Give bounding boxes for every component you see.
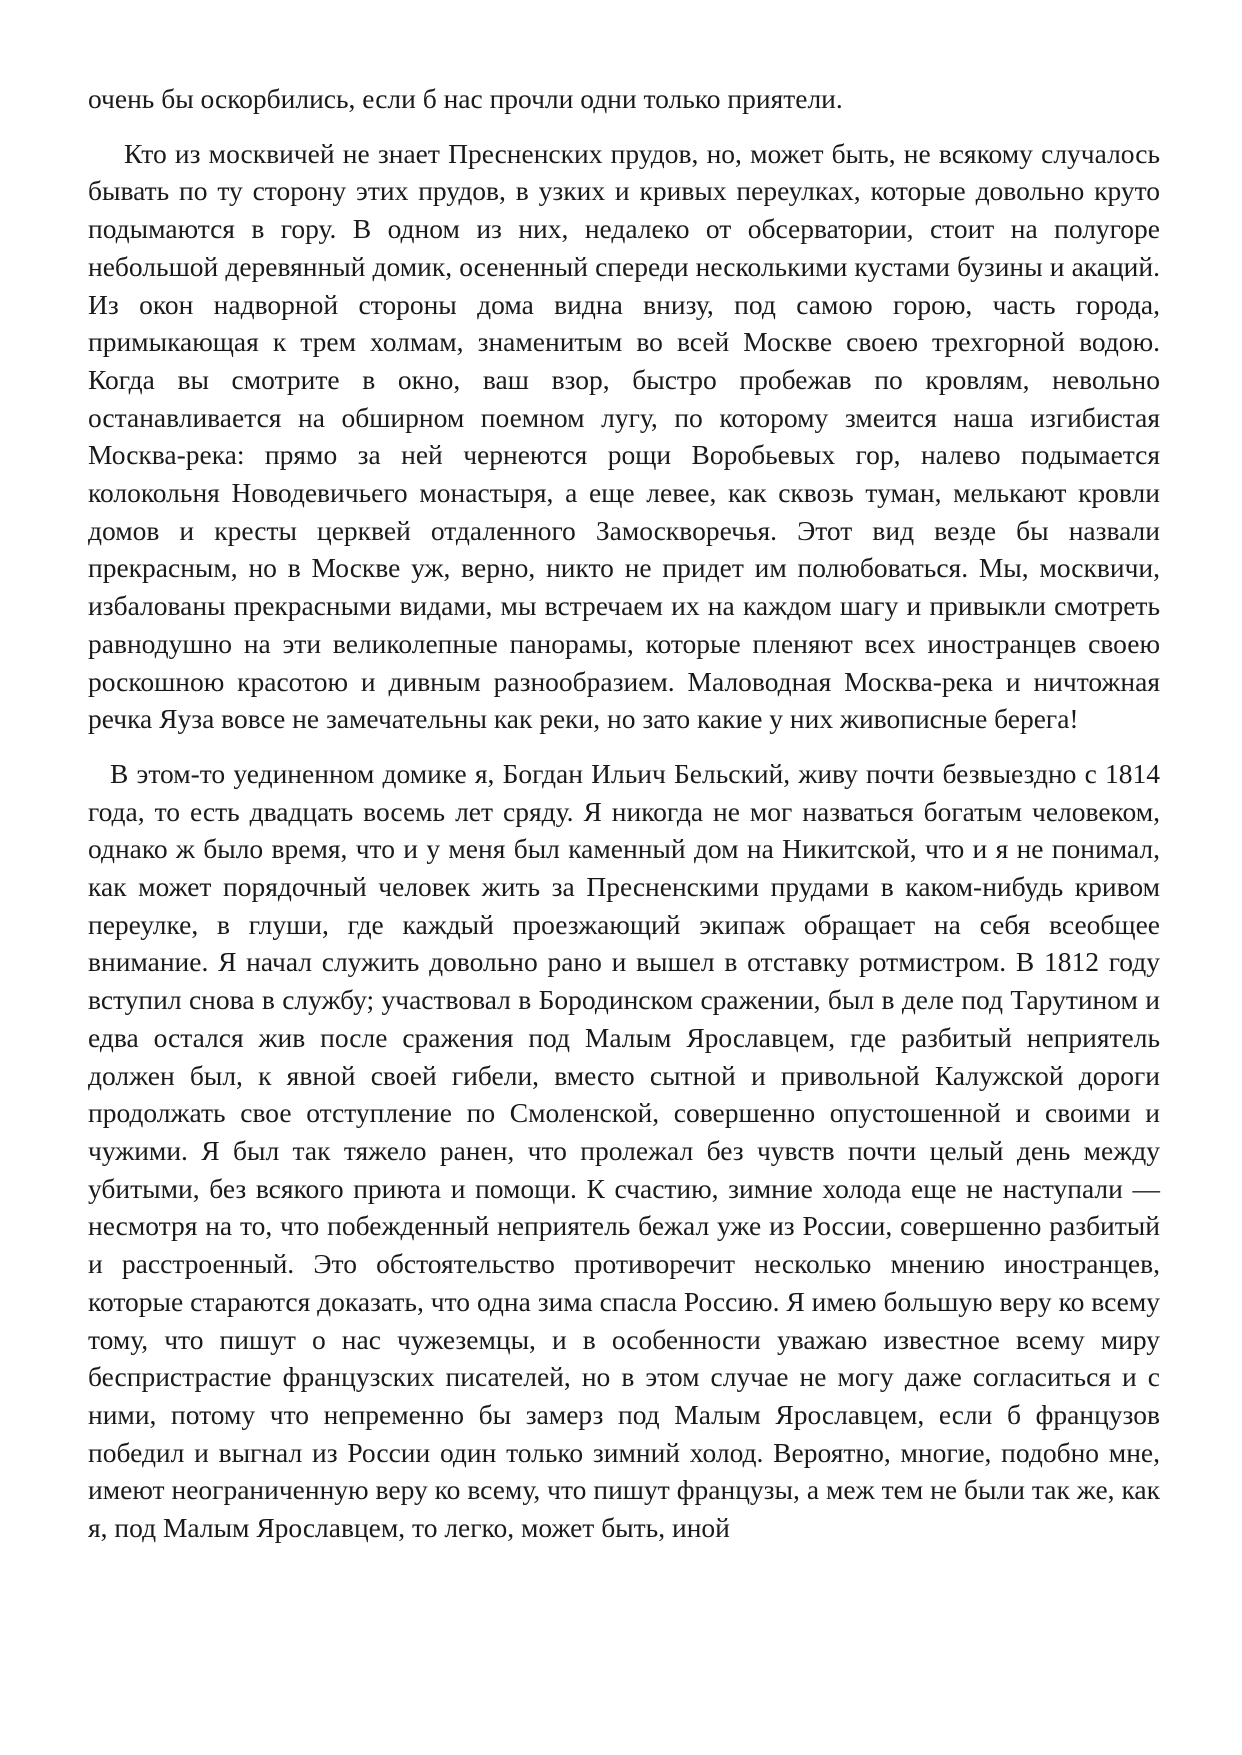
paragraph-presnya-ponds: Кто из москвичей не знает Пресненских прудов, но, может быть, не всякому случалось бывать по ту сторону этих прудов, в узких и кривых переулках, которые довольно круто подымаются в гору. В одном из них, недалеко от обсерватории, стоит на полугоре небольшой деревянный домик, осененный спереди несколькими кустами бузины и акаций. Из окон надворной стороны дома видна внизу, под самою горою, часть города, примыкающая к трем холмам, знаменитым во всей Москве своею трехгорной водою. Когда вы смотрите в окно, ваш взор, быстро пробежав по кровлям, невольно останавливается на обширном поемном лугу, по которому змеится наша изгибистая Москва-река: прямо за ней чернеются рощи Воробьевых гор, налево подымается колокольня Новодевичьего монастыря, а еще левее, как сквозь туман, мелькают кровли домов и кресты церквей отдаленного Замоскворечья. Этот вид везде бы назвали прекрасным, но в Москве уж, верно, никто не придет им полюбоваться. Мы, москвичи, избалованы прекрасными видами, мы встречаем их на каждом шагу и привыкли смотреть равнодушно на эти великолепные панорамы, которые пленяют всех иностранцев своею роскошною красотою и дивным разнообразием. Маловодная Москва-река и ничтожная речка Яуза вовсе не замечательны как реки, но зато какие у них живописные берега! bbox=[88, 137, 1160, 735]
document-page bbox=[88, 80, 1160, 1547]
paragraph-continuation: очень бы оскорбились, если б нас прочли одни только приятели. bbox=[88, 83, 843, 114]
paragraph-belsky-narrative: В этом-то уединенном домике я, Богдан Ильич Бельский, живу почти безвыездно с 1814 года, то есть двадцать восемь лет сряду. Я никогда не мог назваться богатым человеком, однако ж было время, что и у меня был каменный дом на Никитской, что и я не понимал, как может порядочный человек жить за Пресненскими прудами в каком-нибудь кривом переулке, в глуши, где каждый проезжающий экипаж обращает на себя всеобщее внимание. Я начал служить довольно рано и вышел в отставку ротмистром. В 1812 году вступил снова в службу; участвовал в Бородинском сражении, был в деле под Тарутином и едва остался жив после сражения под Малым Ярославцем, где разбитый неприятель должен был, к явной своей гибели, вместо сытной и привольной Калужской дороги продолжать свое отступление по Смоленской, совершенно опустошенной и своими и чужими. Я был так тяжело ранен, что пролежал без чувств почти целый день между убитыми, без всякого приюта и помощи. К счастию, зимние холода еще не наступали — несмотря на то, что побежденный неприятель бежал уже из России, совершенно разбитый и расстроенный. Это обстоятельство противоречит несколько мнению иностранцев, которые стараются доказать, что одна зима спасла Россию. Я имею большую веру ко всему тому, что пишут о нас чужеземцы, и в особенности уважаю известное всему миру беспристрастие французских писателей, но в этом случае не могу даже согласиться и с ними, потому что непременно бы замерз под Малым Ярославцем, если б французов победил и выгнал из России один только зимний холод. Вероятно, многие, подобно мне, имеют неограниченную веру ко всему, что пишут французы, а меж тем не были так же, как я, под Малым Ярославцем, то легко, может быть, иной bbox=[88, 757, 1160, 1544]
